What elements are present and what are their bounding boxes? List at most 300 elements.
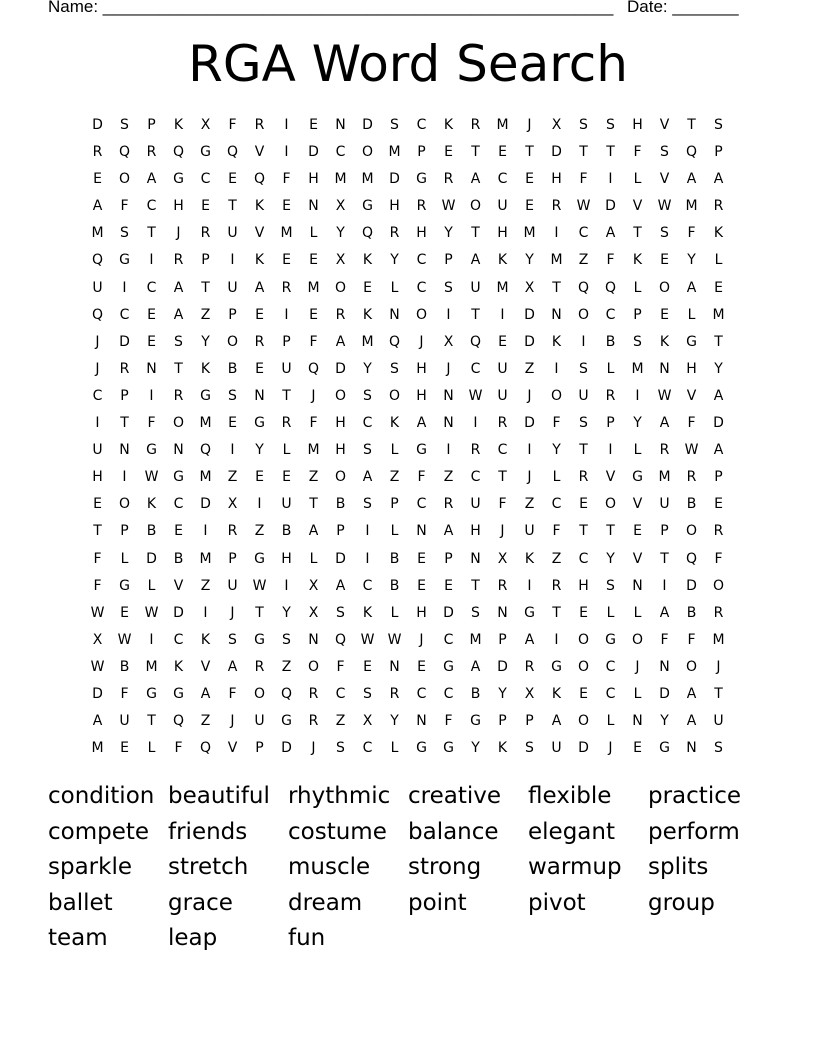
grid-letter: A <box>686 713 697 730</box>
grid-letter: S <box>525 740 534 757</box>
grid-row <box>84 546 732 573</box>
grid-letter: I <box>473 415 478 432</box>
grid-letter: X <box>551 117 562 133</box>
grid-letter: R <box>605 387 616 404</box>
grid-letter: K <box>659 333 670 350</box>
grid-letter: S <box>120 225 129 242</box>
grid-letter: O <box>577 713 590 730</box>
grid-letter: V <box>173 577 184 594</box>
grid-letter: E <box>255 306 264 323</box>
grid-letter: T <box>660 550 669 567</box>
grid-letter: E <box>363 279 372 296</box>
grid-letter: H <box>92 469 103 486</box>
grid-letter: Y <box>255 442 264 459</box>
grid-letter: M <box>469 631 482 648</box>
word-list-item: fun <box>288 925 326 951</box>
grid-letter: Q <box>577 279 590 296</box>
grid-letter: R <box>335 306 346 323</box>
grid-letter: J <box>95 360 100 377</box>
grid-letter: E <box>93 496 102 513</box>
grid-letter: S <box>363 685 372 702</box>
grid-letter: E <box>120 740 129 757</box>
grid-letter: C <box>578 550 589 567</box>
grid-letter: G <box>146 442 157 459</box>
grid-letter: I <box>554 631 559 648</box>
grid-letter: D <box>119 333 130 350</box>
grid-letter: W <box>90 658 105 675</box>
grid-letter: M <box>91 225 104 242</box>
grid-letter: F <box>606 252 615 269</box>
grid-letter: H <box>686 360 697 377</box>
grid-letter: P <box>228 306 237 323</box>
grid-letter: M <box>91 740 104 757</box>
grid-letter: E <box>93 171 102 188</box>
grid-letter: M <box>334 171 347 188</box>
grid-letter: R <box>308 685 319 702</box>
grid-letter: T <box>606 144 615 161</box>
grid-letter: E <box>147 306 156 323</box>
grid-letter: L <box>552 469 561 486</box>
grid-letter: T <box>255 604 264 621</box>
grid-letter: M <box>550 252 563 269</box>
grid-letter: B <box>389 577 400 594</box>
grid-letter: W <box>387 631 402 648</box>
grid-letter: E <box>282 252 291 269</box>
grid-letter: F <box>282 171 291 188</box>
grid-letter: Y <box>444 225 453 242</box>
grid-letter: U <box>470 279 481 296</box>
grid-letter: Z <box>227 469 238 486</box>
word-list-item: elegant <box>528 818 615 845</box>
word-list-item: warmup <box>528 854 622 880</box>
grid-letter: G <box>173 685 184 702</box>
grid-letter: M <box>388 144 401 161</box>
name-field-label: Name: ______________________________________________________ <box>48 0 614 16</box>
grid-letter: F <box>120 198 129 215</box>
grid-letter: F <box>687 415 696 432</box>
grid-letter: P <box>255 740 264 757</box>
grid-letter: K <box>551 333 562 350</box>
grid-letter: S <box>714 117 723 133</box>
grid-letter: H <box>281 550 292 567</box>
grid-letter: M <box>307 442 320 459</box>
grid-letter: U <box>470 496 481 513</box>
grid-letter: N <box>632 577 643 594</box>
grid-letter: N <box>416 713 427 730</box>
grid-letter: U <box>497 387 508 404</box>
grid-letter: A <box>713 171 724 188</box>
grid-row <box>84 708 732 735</box>
grid-letter: S <box>363 387 372 404</box>
grid-letter: O <box>361 144 374 161</box>
grid-letter: Q <box>253 171 266 188</box>
grid-letter: P <box>660 523 669 540</box>
grid-letter: C <box>416 252 427 269</box>
grid-letter: S <box>228 631 237 648</box>
grid-letter: X <box>308 604 319 621</box>
grid-letter: N <box>497 604 508 621</box>
grid-row <box>84 654 732 681</box>
grid-letter: V <box>200 658 211 675</box>
grid-letter: Y <box>363 360 372 377</box>
grid-letter: U <box>92 279 103 296</box>
grid-letter: R <box>497 415 508 432</box>
grid-letter: J <box>230 604 235 621</box>
grid-letter: P <box>633 306 642 323</box>
grid-row <box>84 356 732 383</box>
grid-letter: I <box>284 144 289 161</box>
grid-letter: S <box>444 279 453 296</box>
grid-letter: X <box>335 198 346 215</box>
grid-letter: N <box>443 387 454 404</box>
word-list-item: dream <box>288 889 363 916</box>
grid-row <box>84 139 732 166</box>
grid-letter: C <box>335 144 346 161</box>
grid-letter: D <box>686 577 697 594</box>
grid-letter: C <box>173 496 184 513</box>
grid-letter: F <box>687 631 696 648</box>
grid-letter: B <box>389 550 400 567</box>
grid-letter: P <box>525 713 534 730</box>
grid-letter: D <box>659 685 670 702</box>
grid-letter: W <box>117 631 132 648</box>
grid-letter: A <box>254 279 265 296</box>
grid-letter: S <box>336 604 345 621</box>
grid-letter: U <box>119 713 130 730</box>
grid-letter: A <box>200 685 211 702</box>
grid-letter: M <box>361 333 374 350</box>
word-list <box>48 779 768 957</box>
grid-letter: M <box>712 631 725 648</box>
grid-letter: R <box>254 658 265 675</box>
word-list-item: muscle <box>288 854 371 880</box>
grid-letter: U <box>551 740 562 757</box>
grid-letter: G <box>200 387 211 404</box>
grid-letter: P <box>228 550 237 567</box>
date-field-label: Date: _______ <box>627 0 739 16</box>
grid-letter: Q <box>334 631 347 648</box>
grid-letter: U <box>524 523 535 540</box>
grid-letter: M <box>523 225 536 242</box>
grid-letter: K <box>254 252 265 269</box>
grid-letter: K <box>362 306 373 323</box>
grid-letter: O <box>118 496 131 513</box>
grid-letter: P <box>120 387 129 404</box>
grid-letter: W <box>144 469 159 486</box>
grid-letter: T <box>471 225 480 242</box>
grid-letter: F <box>309 415 318 432</box>
grid-letter: T <box>120 415 129 432</box>
grid-letter: P <box>417 144 426 161</box>
grid-letter: E <box>525 171 534 188</box>
grid-letter: G <box>443 658 454 675</box>
word-list-item: point <box>408 889 467 916</box>
grid-letter: N <box>389 306 400 323</box>
grid-letter: K <box>200 631 211 648</box>
grid-letter: K <box>146 496 157 513</box>
grid-letter: E <box>498 144 507 161</box>
grid-letter: P <box>714 469 723 486</box>
grid-letter: Z <box>200 713 211 730</box>
grid-letter: E <box>120 604 129 621</box>
grid-letter: G <box>254 550 265 567</box>
grid-letter: I <box>446 442 451 459</box>
grid-letter: S <box>633 333 642 350</box>
grid-letter: C <box>200 171 211 188</box>
grid-letter: E <box>660 306 669 323</box>
grid-letter: Q <box>172 713 185 730</box>
grid-letter: B <box>470 685 481 702</box>
grid-letter: N <box>470 550 481 567</box>
grid-letter: X <box>443 333 454 350</box>
grid-letter: O <box>388 387 401 404</box>
grid-letter: R <box>227 523 238 540</box>
grid-letter: A <box>470 252 481 269</box>
grid-letter: C <box>416 685 427 702</box>
grid-letter: Q <box>469 333 482 350</box>
grid-letter: I <box>446 306 451 323</box>
grid-letter: N <box>308 198 319 215</box>
grid-letter: T <box>714 333 723 350</box>
grid-letter: H <box>497 225 508 242</box>
grid-letter: T <box>471 144 480 161</box>
grid-letter: V <box>227 740 238 757</box>
grid-letter: I <box>365 550 370 567</box>
grid-letter: E <box>417 658 426 675</box>
grid-letter: P <box>147 117 156 133</box>
grid-letter: Y <box>525 252 534 269</box>
grid-letter: I <box>635 387 640 404</box>
grid-letter: Z <box>200 306 211 323</box>
grid-row <box>84 627 732 654</box>
grid-letter: Z <box>200 577 211 594</box>
grid-letter: Z <box>578 252 589 269</box>
word-list-item: rhythmic <box>288 783 391 809</box>
grid-letter: A <box>524 631 535 648</box>
grid-letter: I <box>500 306 505 323</box>
grid-letter: T <box>633 225 642 242</box>
grid-letter: A <box>713 387 724 404</box>
grid-letter: A <box>659 415 670 432</box>
grid-letter: G <box>524 604 535 621</box>
grid-letter: K <box>497 740 508 757</box>
grid-letter: R <box>281 279 292 296</box>
grid-letter: E <box>201 198 210 215</box>
grid-letter: Z <box>281 658 292 675</box>
grid-letter: X <box>497 550 508 567</box>
letter-grid <box>84 112 732 762</box>
grid-letter: K <box>551 685 562 702</box>
word-list-item: splits <box>648 854 709 880</box>
grid-letter: A <box>605 225 616 242</box>
grid-letter: I <box>554 360 559 377</box>
grid-letter: T <box>498 469 507 486</box>
grid-letter: E <box>579 496 588 513</box>
grid-letter: H <box>308 171 319 188</box>
grid-letter: T <box>525 144 534 161</box>
grid-letter: D <box>524 333 535 350</box>
grid-letter: L <box>120 550 129 567</box>
grid-letter: K <box>173 658 184 675</box>
grid-letter: O <box>334 387 347 404</box>
grid-letter: Q <box>199 442 212 459</box>
grid-letter: I <box>284 306 289 323</box>
grid-letter: L <box>633 279 642 296</box>
grid-letter: C <box>362 740 373 757</box>
grid-letter: J <box>311 740 316 757</box>
grid-letter: D <box>173 604 184 621</box>
grid-letter: A <box>173 306 184 323</box>
grid-letter: G <box>605 631 616 648</box>
grid-letter: T <box>552 279 561 296</box>
grid-letter: I <box>554 225 559 242</box>
grid-letter: B <box>605 333 616 350</box>
grid-letter: C <box>605 658 616 675</box>
grid-letter: C <box>173 631 184 648</box>
grid-letter: F <box>336 658 345 675</box>
grid-letter: L <box>633 442 642 459</box>
grid-letter: N <box>632 713 643 730</box>
grid-row <box>84 329 732 356</box>
word-list-item: leap <box>168 925 218 951</box>
grid-letter: F <box>579 171 588 188</box>
grid-letter: N <box>119 442 130 459</box>
grid-letter: Q <box>118 144 131 161</box>
grid-letter: L <box>633 685 642 702</box>
grid-letter: D <box>92 685 103 702</box>
grid-letter: D <box>443 604 454 621</box>
grid-letter: F <box>228 685 237 702</box>
grid-letter: J <box>176 225 181 242</box>
grid-letter: B <box>686 496 697 513</box>
grid-letter: E <box>714 279 723 296</box>
grid-letter: C <box>497 171 508 188</box>
word-list-item: team <box>48 925 108 951</box>
grid-letter: R <box>389 685 400 702</box>
grid-letter: A <box>686 279 697 296</box>
grid-letter: A <box>227 658 238 675</box>
grid-letter: R <box>551 577 562 594</box>
grid-letter: U <box>281 360 292 377</box>
grid-letter: P <box>282 333 291 350</box>
grid-letter: K <box>443 117 454 133</box>
grid-letter: R <box>443 171 454 188</box>
grid-letter: P <box>390 496 399 513</box>
grid-letter: H <box>335 415 346 432</box>
grid-letter: F <box>660 631 669 648</box>
grid-letter: B <box>335 496 346 513</box>
grid-row <box>84 275 732 302</box>
grid-letter: U <box>92 442 103 459</box>
grid-letter: B <box>146 523 157 540</box>
grid-letter: N <box>173 442 184 459</box>
grid-letter: R <box>173 252 184 269</box>
grid-letter: N <box>659 360 670 377</box>
grid-row <box>84 573 732 600</box>
grid-letter: N <box>551 306 562 323</box>
grid-letter: H <box>389 198 400 215</box>
grid-letter: X <box>524 279 535 296</box>
word-list-item: condition <box>48 783 155 809</box>
grid-letter: B <box>119 658 130 675</box>
grid-letter: S <box>390 117 399 133</box>
grid-letter: G <box>416 740 427 757</box>
grid-letter: E <box>147 333 156 350</box>
grid-letter: E <box>525 198 534 215</box>
grid-letter: E <box>579 685 588 702</box>
word-list-item: group <box>648 889 715 916</box>
grid-letter: D <box>308 144 319 161</box>
grid-letter: H <box>416 604 427 621</box>
grid-letter: S <box>606 577 615 594</box>
grid-letter: Y <box>282 604 291 621</box>
grid-row <box>84 491 732 518</box>
grid-letter: H <box>416 225 427 242</box>
grid-letter: E <box>633 523 642 540</box>
word-list-item: compete <box>48 818 150 845</box>
grid-letter: D <box>605 198 616 215</box>
word-list-item: creative <box>408 783 502 809</box>
grid-letter: W <box>657 198 672 215</box>
grid-letter: G <box>659 740 670 757</box>
word-list-item: ballet <box>48 889 113 916</box>
grid-letter: L <box>633 171 642 188</box>
grid-letter: V <box>686 387 697 404</box>
grid-letter: V <box>605 469 616 486</box>
word-list-item: strong <box>408 854 482 880</box>
grid-letter: Y <box>633 415 642 432</box>
grid-letter: H <box>416 387 427 404</box>
grid-letter: U <box>713 713 724 730</box>
grid-letter: O <box>604 496 617 513</box>
grid-letter: R <box>92 144 103 161</box>
grid-letter: H <box>470 523 481 540</box>
grid-letter: S <box>579 415 588 432</box>
grid-letter: G <box>416 442 427 459</box>
grid-letter: Z <box>443 469 454 486</box>
grid-letter: M <box>658 469 671 486</box>
grid-letter: E <box>660 252 669 269</box>
grid-letter: Y <box>687 252 696 269</box>
grid-letter: G <box>281 713 292 730</box>
grid-letter: Y <box>498 685 507 702</box>
grid-letter: Q <box>361 225 374 242</box>
grid-row <box>84 437 732 464</box>
grid-letter: M <box>145 658 158 675</box>
grid-letter: E <box>444 144 453 161</box>
grid-letter: U <box>254 713 265 730</box>
grid-letter: K <box>173 117 184 133</box>
grid-letter: H <box>578 577 589 594</box>
grid-letter: O <box>577 631 590 648</box>
grid-letter: I <box>149 252 154 269</box>
grid-row <box>84 302 732 329</box>
grid-letter: J <box>500 523 505 540</box>
grid-letter: Z <box>308 469 319 486</box>
grid-letter: D <box>497 658 508 675</box>
grid-letter: A <box>146 171 157 188</box>
grid-letter: E <box>228 415 237 432</box>
grid-letter: Z <box>551 550 562 567</box>
grid-letter: O <box>712 577 725 594</box>
grid-letter: L <box>606 360 615 377</box>
grid-letter: E <box>174 523 183 540</box>
grid-letter: L <box>390 442 399 459</box>
grid-row <box>84 464 732 491</box>
grid-letter: O <box>469 198 482 215</box>
grid-letter: S <box>579 117 588 133</box>
grid-row <box>84 383 732 410</box>
